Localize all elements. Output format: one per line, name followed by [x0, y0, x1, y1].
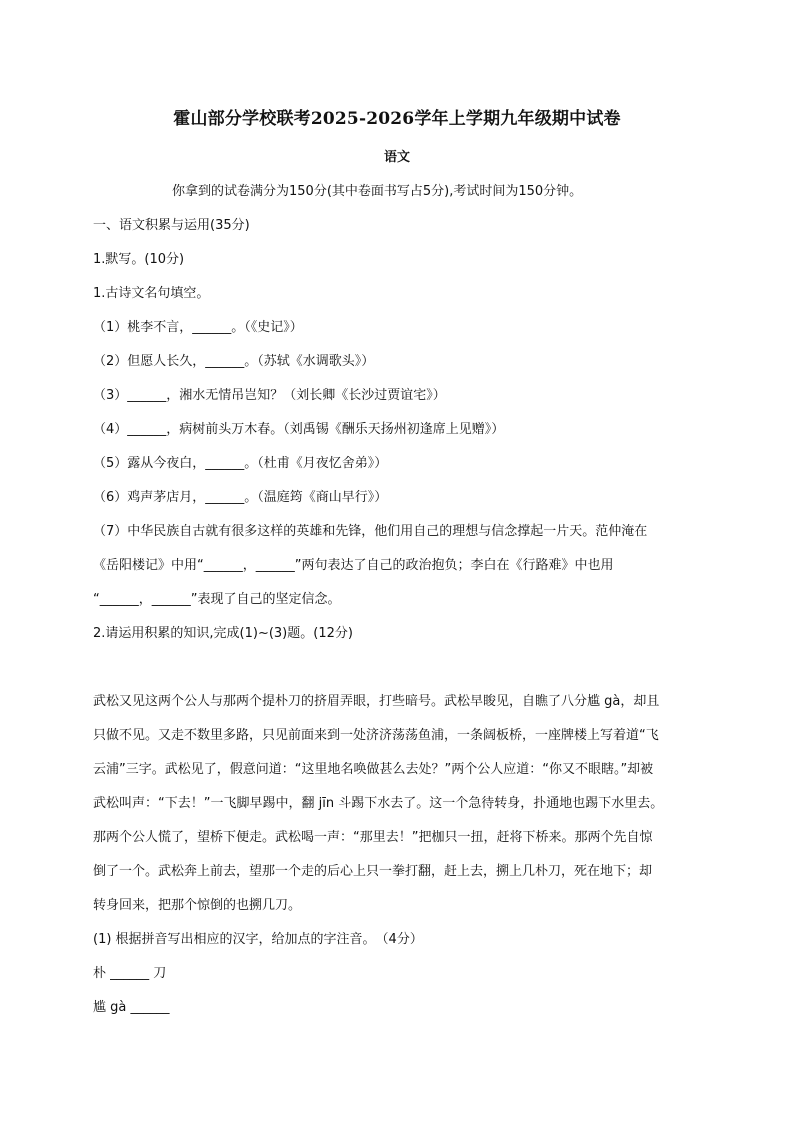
passage-line: 云浦”三字。武松见了，假意问道：“这里地名唤做甚么去处？”两个公人应道：“你又不眼瞎。”却被: [93, 762, 654, 777]
fill-item: （4）______，病树前头万木春。（刘禹锡《酬乐天扬州初逢席上见赠》）: [93, 422, 505, 437]
passage-line: 武松又见这两个公人与那两个提朴刀的挤眉弄眼，打些暗号。武松早睃见，自瞧了八分尴 gà，却且: [93, 694, 660, 709]
fill-item-7-line: 《岳阳楼记》中用“______，______”两句表达了自己的政治抱负；李白在《行路难》中也用: [93, 558, 614, 573]
exam-title: 霍山部分学校联考2025-2026学年上学期九年级期中试卷: [173, 109, 621, 129]
passage-line: 转身回来，把那个惊倒的也搠几刀。: [93, 898, 302, 913]
passage-line: 那两个公人慌了，望桥下便走。武松喝一声：“那里去！”把枷只一扭，赶将下桥来。那两个先自惊: [93, 830, 653, 845]
question-1-subheading: 1.古诗文名句填空。: [93, 286, 210, 301]
section-heading: 一、语文积累与运用(35分): [93, 218, 250, 233]
fill-item: （2）但愿人长久，______。（苏轼《水调歌头》）: [93, 354, 375, 369]
fill-item-7-line: （7）中华民族自古就有很多这样的英雄和先锋，他们用自己的理想与信念撑起一片天。范仲淹在: [93, 524, 648, 539]
fill-item-7-line: “______，______”表现了自己的坚定信念。: [93, 592, 341, 607]
fill-item: （6）鸡声茅店月，______。（温庭筠《商山早行》）: [93, 490, 388, 505]
answer-line-ga: 尴 gà ______: [93, 1000, 170, 1015]
passage-line: 武松叫声：“下去！”一飞脚早踢中，翻 jīn 斗踢下水去了。这一个急待转身，扑通地也踢下水里去。: [93, 796, 664, 811]
fill-item: （5）露从今夜白，______。（杜甫《月夜忆舍弟》）: [93, 456, 388, 471]
question-2-heading: 2.请运用积累的知识,完成(1)~(3)题。(12分): [93, 626, 353, 641]
fill-item: （1）桃李不言，______。（《史记》）: [93, 320, 303, 335]
fill-item: （3）______，湘水无情吊岂知？（刘长卿《长沙过贾谊宅》）: [93, 388, 446, 403]
passage-line: 只做不见。又走不数里多路，只见前面来到一处济济荡荡鱼浦，一条阔板桥，一座牌楼上写着道“飞: [93, 728, 659, 743]
answer-line-pu: 朴 ______ 刀: [93, 966, 167, 981]
question-1-heading: 1.默写。(10分): [93, 252, 185, 267]
sub-question-1-heading: (1) 根据拼音写出相应的汉字，给加点的字注音。 （4分）: [93, 932, 423, 947]
passage-line: 倒了一个。武松奔上前去，望那一个走的后心上只一拳打翻，赶上去，搠上几朴刀，死在地下；却: [93, 864, 653, 879]
subject-label: 语文: [383, 150, 410, 165]
exam-intro: 你拿到的试卷满分为150分(其中卷面书写占5分),考试时间为150分钟。: [172, 184, 583, 199]
